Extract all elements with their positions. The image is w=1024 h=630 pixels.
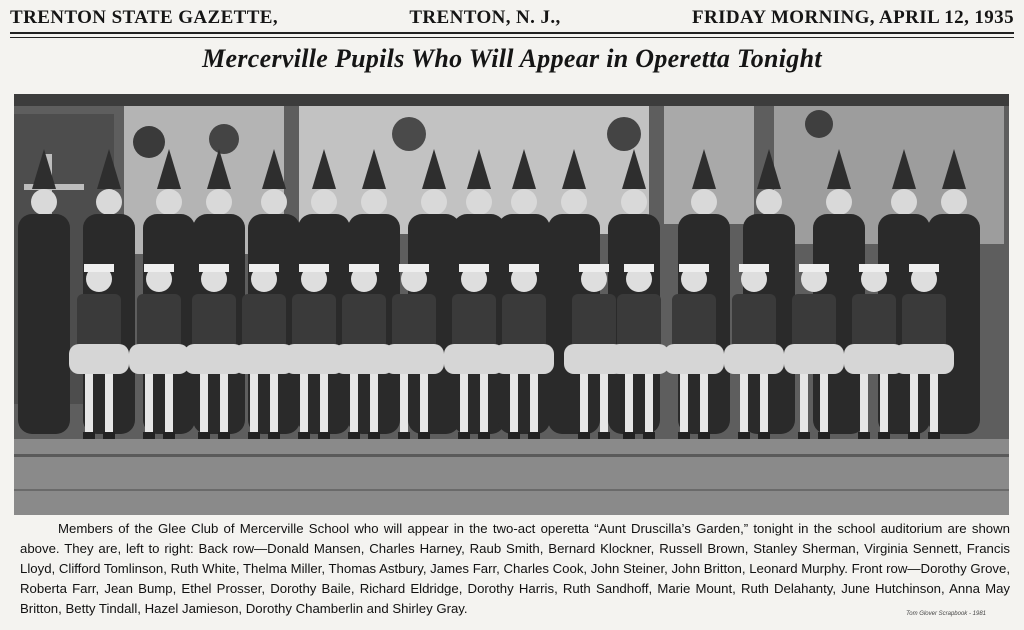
newspaper-date: FRIDAY MORNING, APRIL 12, 1935 xyxy=(691,7,1014,28)
headline: Mercerville Pupils Who Will Appear in Operetta Tonight xyxy=(202,44,822,73)
masthead xyxy=(10,4,1014,32)
newspaper-place: TRENTON, N. J., xyxy=(409,7,561,28)
group-photo-art xyxy=(14,94,1009,515)
masthead-rule-thin xyxy=(10,37,1014,38)
group-photo xyxy=(14,94,1009,515)
scrapbook-credit: Tom Glover Scrapbook - 1981 xyxy=(906,611,986,617)
photo-caption: Members of the Glee Club of Mercerville School who will appear in the two-act operetta “Aunt Druscilla’s Garden,” tonight in the school auditorium are shown above. They are, left to right: Back row—Donald Mansen, Charles Harney, Raub Smith, Bernard Klockner, Russell Brown, Stanley Sherman, Virginia Sennett, Francis Lloyd, Clifford Tomlinson, Ruth White, Thelma Miller, Thomas Astbury, James Farr, Charles Cook, John Steiner, John Britton, Leonard Murphy. Front row—Dorothy Grove, Roberta Farr, Jean Bump, Ethel Prosser, Dorothy Baile, Richard Eldridge, Dorothy Harris, Ruth Sandhoff, Marie Mount, Ruth Delahanty, June Hutchinson, Anna May Britton, Betty Tindall, Hazel Jamieson, Dorothy Chamberlin and Shirley Gray. xyxy=(20,521,1010,616)
newspaper-name: TRENTON STATE GAZETTE, xyxy=(10,7,279,28)
masthead-rule-thick xyxy=(10,32,1014,34)
